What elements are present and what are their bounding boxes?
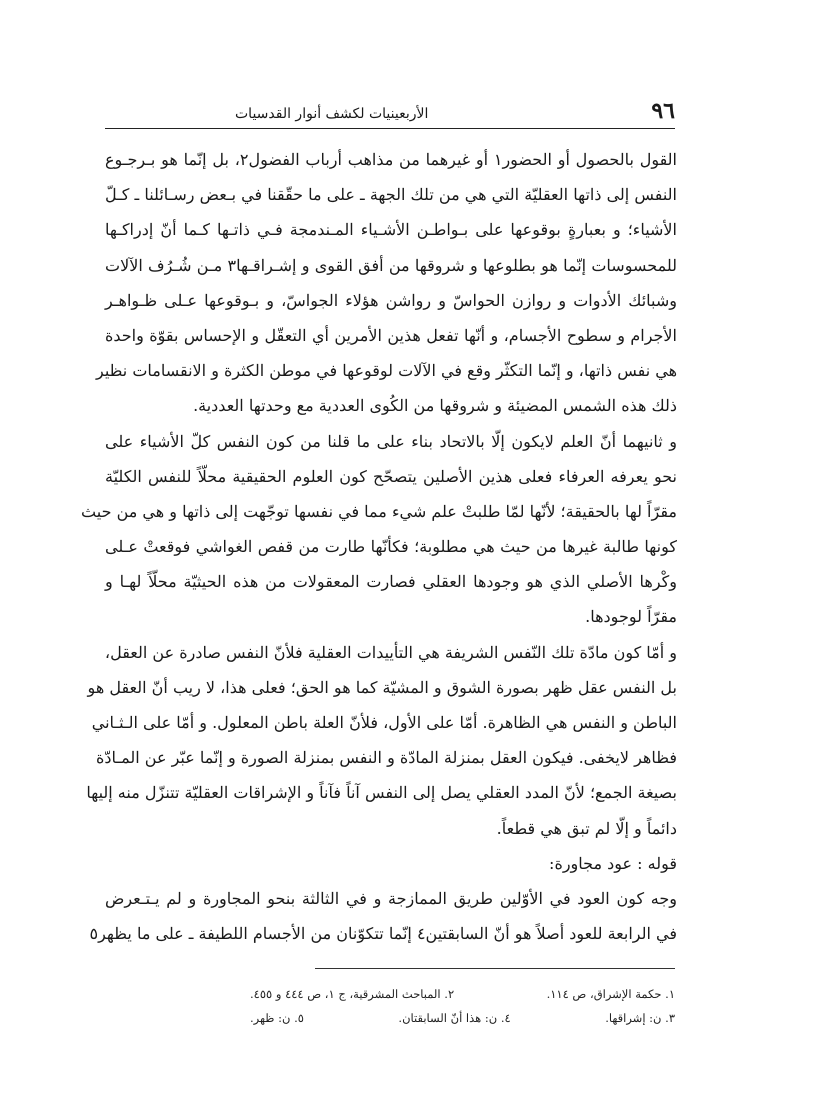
text-line: الأشياء؛ و بعبارةٍ بوقوعها على بـواطـن الأشـياء المـندمجة فـي ذاتـها كـما أنّ إدراكـها [105, 220, 677, 240]
text-line: دائماً و إلّا لم تبق هي قطعاً. [496, 818, 677, 838]
page-number: ٩٦ [651, 98, 675, 124]
text-line: للمحسوسات إنّما هو بطلوعها و شروقها من أفق القوى و إشـراقـها٣ مـن شُـرُف الآلات [105, 255, 677, 275]
footnote-row [250, 982, 675, 1006]
footnote-2: ٢. المباحث المشرقية، ج ١، ص ٤٤٤ و ٤٥٥. [250, 987, 455, 1001]
text-line: فظاهر لايخفى. فيكون العقل بمنزلة المادّة و النفس بمنزلة الصورة و إنّما عبّر عن المـادّة [96, 748, 677, 768]
text-line: في الرابعة للعود أصلاً هو أنّ السابقتين٤ إنّما تتكوّنان من الأجسام اللطيفة ـ على ما يظهر٥ [89, 924, 677, 944]
footnote-5: ٥. ن: ظهر. [250, 1011, 304, 1025]
text-line: الأجرام و سطوح الأجسام، و أنّها تفعل هذين الأمرين أي التعقّل و الإحساس بقوّة واحدة [105, 325, 677, 345]
text-line: نحو يعرفه العرفاء فعلى هذين الأصلين يتصحّح كون العلوم الحقيقية محلّاً للنفس الكليّة [105, 466, 677, 486]
text-line: النفس إلى ذاتها العقليّة التي هي من تلك الجهة ـ على ما حقّقنا في بـعض رسـائلنا ـ كـلّ [105, 185, 677, 205]
text-line: القول بالحصول أو الحضور١ أو غيرهما من مذاهب أرباب الفضول٢، بل إنّما هو بـرجـوع [105, 150, 678, 169]
text-line: كونها طالبة غيرها من حيث هي مطلوبة؛ فكأنّها طارت من قفص الغواشي فوقعتْ عـلى [105, 537, 677, 557]
section-heading: قوله : عود مجاورة: [549, 853, 677, 873]
text-line: هي نفس ذاتها، و إنّما التكثّر وقع في الآلات لوقوعها في موطن الكثرة و الانقسامات نظير [96, 361, 677, 381]
text-line: وكْرها الأصلي الذي هو وجودها العقلي فصارت المعقولات من هذه الحيثيّة محلّاً لهـا و [105, 572, 677, 592]
text-line: بصيغة الجمع؛ لأنّ المدد العقلي يصل إلى النفس آناً فآناً و الإشراقات العقليّة تتنزّل منه إليها [86, 783, 677, 803]
footnote-3: ٣. ن: إشراقها. [605, 1011, 675, 1025]
text-line: الباطن و النفس هي الظاهرة. أمّا على الأول، فلأنّ العلة باطن المعلول. و أمّا على الـثـاني [91, 713, 677, 732]
footnote-row [250, 1006, 675, 1030]
text-line: مقرّاً لوجودها. [585, 607, 677, 627]
footnote-1: ١. حكمة الإشراق، ص ١١٤. [546, 987, 675, 1001]
running-title: الأربعينيات لكشف أنوار القدسيات [235, 106, 429, 122]
page-header [105, 92, 675, 129]
footnotes [250, 982, 675, 1030]
text-line: بل النفس عقل ظهر بصورة الشوق و المشيّة كما هو الحق؛ فعلى هذا، لا ريب أنّ العقل هو [87, 677, 677, 697]
text-line: و أمّا كون مادّة تلك النّفس الشريفة هي التأييدات العقلية فلأنّ النفس صادرة عن العقل، [104, 642, 677, 662]
body-text [81, 142, 678, 951]
footnote-separator [315, 968, 675, 969]
text-line: ذلك هذه الشمس المضيئة و شروقها من الكُوى العددية مع وحدتها العددية. [193, 396, 677, 416]
footnote-4: ٤. ن: هذا أنّ السابقتان. [398, 1011, 511, 1025]
text-line: وجه كون العود في الأوّلين طريق الممازجة و في الثالثة بنحو المجاورة و لم يـتـعرض [105, 888, 677, 908]
text-line: و ثانيهما أنّ العلم لايكون إلّا بالاتحاد بناء على ما قلنا من كون النفس كلّ الأشياء على [105, 431, 677, 451]
text-line: وشبائك الأدوات و روازن الحواسّ و رواشن هؤلاء الجواسّ، و بـوقوعها عـلى ظـواهـر [105, 290, 677, 310]
text-line: مقرّاً لها بالحقيقة؛ لأنّها لمّا طلبتْ علم شيء مما في نفسها توجّهت إلى ذاتها و هي من حيث [81, 501, 677, 521]
